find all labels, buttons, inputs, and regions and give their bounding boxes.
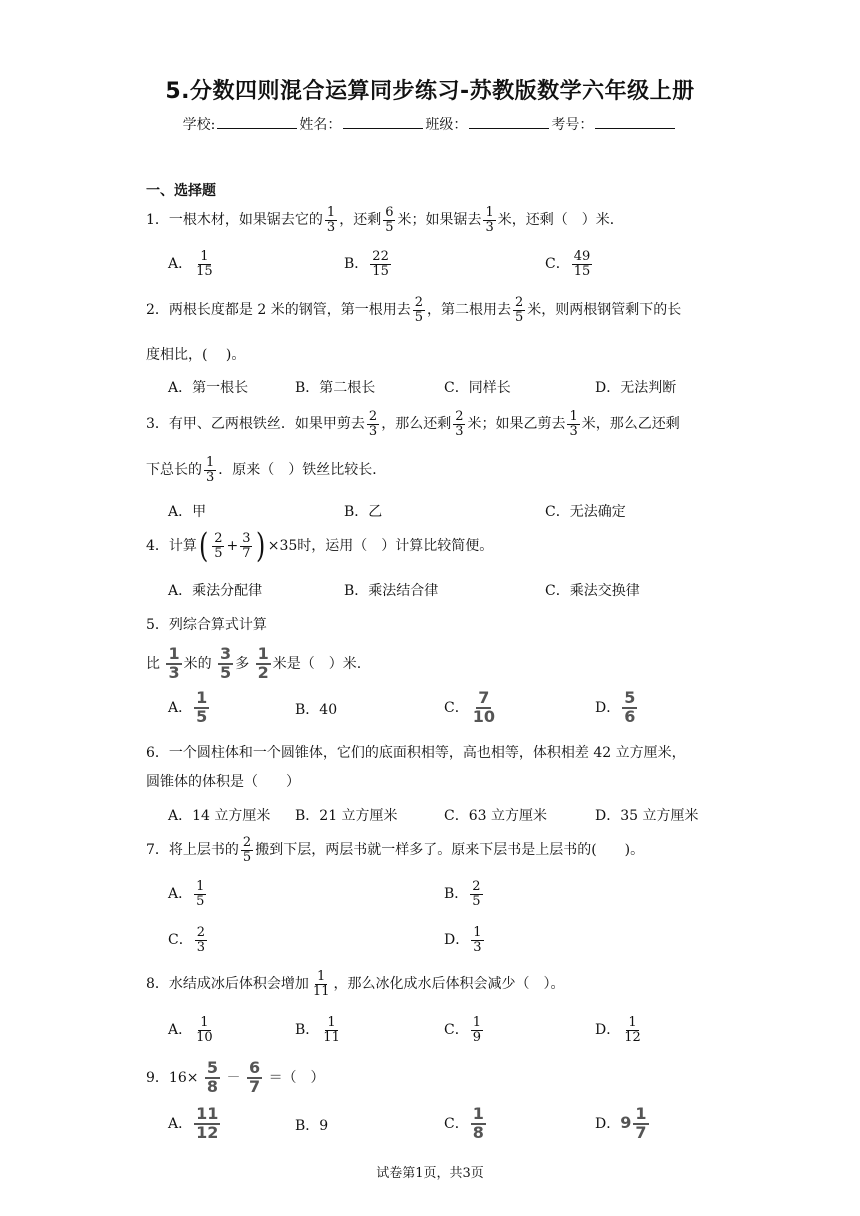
right-paren: ) <box>256 526 266 566</box>
question-text: 一个圆柱体和一个圆锥体，它们的底面积相等，高也相等，体积相差 42 立方厘米， <box>168 745 686 761</box>
question-5-line-2 <box>146 646 361 682</box>
question-text: 两根长度都是 2 米的钢管，第一根用去 <box>168 302 411 319</box>
question-text: 下总长的 <box>146 462 202 479</box>
question-number: 1． <box>146 212 169 229</box>
question-text: ×35时，运用（ ）计算比较简便。 <box>267 538 494 554</box>
question-text: 米，则两根钢管剩下的长 <box>527 302 682 319</box>
section-heading: 一、选择题 <box>146 183 216 199</box>
class-blank[interactable] <box>469 114 549 129</box>
option-d[interactable]: D． $\frac{1}{12}$ <box>595 1015 641 1045</box>
option-a[interactable]: A．第一根长 <box>168 380 249 396</box>
fraction: $\frac{2}{5}$ <box>414 295 424 325</box>
option-a[interactable]: A． $\frac{1}{15}$ <box>168 249 213 279</box>
question-text: 16× <box>168 1069 199 1086</box>
fraction: $\frac{1}{3}$ <box>206 455 215 485</box>
fraction: $\frac{2}{5}$ <box>242 835 252 865</box>
option-b[interactable]: B． $\frac{1}{11}$ <box>295 1015 340 1045</box>
question-text: 米的 <box>183 655 212 672</box>
question-3 <box>146 410 680 438</box>
question-text: 计算 <box>168 538 197 554</box>
question-text: ＝（ ） <box>268 1069 325 1086</box>
option-a[interactable]: A．乘法分配律 <box>168 583 263 599</box>
question-text: ，第二根用去 <box>427 302 512 319</box>
question-text: 水结成冰后体积会增加 <box>168 976 309 993</box>
option-d[interactable]: D．35 立方厘米 <box>595 808 699 824</box>
option-a[interactable]: A． $\frac{1}{5}$ <box>168 688 208 726</box>
option-b[interactable]: B． $\frac{2}{5}$ <box>444 879 481 909</box>
name-label: 姓名： <box>299 117 342 133</box>
option-c[interactable]: C． $\frac{49}{15}$ <box>545 249 591 279</box>
question-text: 米；如果乙剪去 <box>467 416 566 433</box>
option-c[interactable]: C． $\frac{7}{10}$ <box>444 688 495 726</box>
option-b[interactable]: B．40 <box>295 702 338 718</box>
fraction: $\frac{1}{11}$ <box>312 969 330 999</box>
option-c[interactable]: C．乘法交换律 <box>545 583 640 599</box>
option-a[interactable]: A．14 立方厘米 <box>168 808 271 824</box>
question-5 <box>146 614 267 634</box>
fraction: $\frac{6}{7}$ <box>248 1058 261 1096</box>
exam-no-blank[interactable] <box>595 114 675 129</box>
fraction: $\frac{1}{3}$ <box>569 409 578 439</box>
fraction: $\frac{6}{5}$ <box>385 205 394 235</box>
question-text: 将上层书的 <box>168 842 239 859</box>
question-text: 米；如果锯去 <box>397 212 482 229</box>
minus-sign: － <box>226 1069 241 1086</box>
fraction: $\frac{1}{3}$ <box>168 644 180 682</box>
question-number: 7． <box>146 842 169 859</box>
question-6 <box>146 742 686 762</box>
name-blank[interactable] <box>343 114 423 129</box>
option-b[interactable]: B． $\frac{22}{15}$ <box>344 249 389 279</box>
option-d[interactable]: D． $\frac{5}{6}$ <box>595 688 636 726</box>
question-number: 9． <box>146 1069 169 1086</box>
option-a[interactable]: A． $\frac{1}{10}$ <box>168 1015 213 1045</box>
question-number: 4． <box>146 538 169 554</box>
question-text: 一根木材，如果锯去它的 <box>168 212 323 229</box>
fraction: $\frac{5}{8}$ <box>206 1058 219 1096</box>
question-text: 列综合算式计算 <box>168 617 267 633</box>
question-text: 米，那么乙还剩 <box>581 416 680 433</box>
question-8 <box>146 970 564 998</box>
fraction: $\frac{3}{7}$ <box>242 530 251 561</box>
option-d[interactable]: D．无法判断 <box>595 380 677 396</box>
option-a[interactable]: A．甲 <box>168 504 207 520</box>
page-footer: 试卷第1页，共3页 <box>376 1166 484 1181</box>
question-text: 多 <box>235 655 250 672</box>
fraction: $\frac{2}{3}$ <box>368 409 378 439</box>
plus-sign: + <box>226 538 239 554</box>
question-6-line-2: 圆锥体的体积是（ ） <box>146 774 300 790</box>
fraction: $\frac{2}{3}$ <box>455 409 464 439</box>
option-b[interactable]: B．第二根长 <box>295 380 376 396</box>
fraction: $\frac{3}{5}$ <box>220 644 232 682</box>
option-c[interactable]: C． $\frac{2}{3}$ <box>168 925 205 955</box>
question-text: ．原来（ ）铁丝比较长． <box>218 462 387 479</box>
option-c[interactable]: C．同样长 <box>444 380 511 396</box>
student-info-line <box>0 114 860 134</box>
page-title: 5.分数四则混合运算同步练习-苏教版数学六年级上册 <box>165 79 695 104</box>
option-c[interactable]: C．63 立方厘米 <box>444 808 547 824</box>
option-c[interactable]: C．无法确定 <box>545 504 626 520</box>
question-text: ，那么冰化成水后体积会减少（ ）。 <box>333 976 565 993</box>
option-d[interactable]: D．9 $\frac{1}{7}$ <box>595 1104 647 1142</box>
question-9 <box>146 1060 325 1096</box>
question-1 <box>146 206 624 234</box>
option-c[interactable]: C． $\frac{1}{8}$ <box>444 1104 484 1142</box>
fraction: $\frac{1}{3}$ <box>485 205 494 235</box>
question-text: 有甲、乙两根铁丝．如果甲剪去 <box>168 416 365 433</box>
option-b[interactable]: B．乘法结合律 <box>344 583 439 599</box>
question-text: ，还剩 <box>339 212 382 229</box>
question-text: 米是（ ）米. <box>272 655 362 672</box>
question-number: 2． <box>146 302 169 319</box>
school-label: 学校: <box>182 117 216 133</box>
option-c[interactable]: C． $\frac{1}{9}$ <box>444 1015 481 1045</box>
option-b[interactable]: B．21 立方厘米 <box>295 808 398 824</box>
option-a[interactable]: A． $\frac{1}{5}$ <box>168 879 205 909</box>
school-blank[interactable] <box>217 114 297 129</box>
question-text: 米，还剩（ ）米． <box>497 212 624 229</box>
question-text: 比 <box>146 655 160 672</box>
fraction: $\frac{2}{5}$ <box>515 295 524 325</box>
fraction: $\frac{1}{3}$ <box>326 205 336 235</box>
question-text: ，那么还剩 <box>381 416 452 433</box>
fraction: $\frac{2}{5}$ <box>214 530 223 561</box>
question-number: 6． <box>146 745 169 761</box>
question-7 <box>146 836 644 864</box>
question-2-line-2: 度相比，( )。 <box>146 347 246 363</box>
class-label: 班级： <box>425 117 468 133</box>
question-number: 8． <box>146 976 169 993</box>
question-4 <box>146 526 494 566</box>
fraction: $\frac{1}{2}$ <box>257 644 269 682</box>
question-number: 5． <box>146 617 169 633</box>
left-paren: ( <box>198 526 209 566</box>
question-3-line-2 <box>146 456 386 484</box>
question-2 <box>146 296 681 324</box>
option-b[interactable]: B．乙 <box>344 504 383 520</box>
option-d[interactable]: D． $\frac{1}{3}$ <box>444 925 482 955</box>
option-b[interactable]: B．9 <box>295 1118 329 1134</box>
question-number: 3． <box>146 416 169 433</box>
option-a[interactable]: A． $\frac{11}{12}$ <box>168 1104 219 1142</box>
exam-no-label: 考号： <box>551 117 594 133</box>
question-text: 搬到下层，两层书就一样多了。原来下层书是上层书的( )。 <box>255 842 645 859</box>
